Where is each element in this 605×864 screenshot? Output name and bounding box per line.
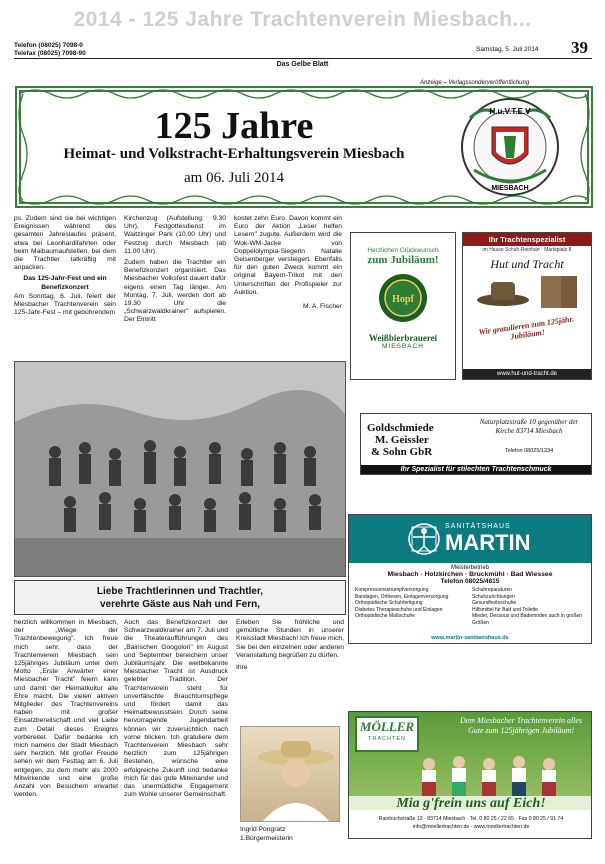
martin-service-item: Schuhzurichtungen	[472, 593, 515, 600]
page-number: 39	[571, 38, 588, 57]
moeller-ad	[348, 711, 592, 839]
article-text: Zudem haben die Trachtler ein Benefizkonzert organisiert. Das Miesbacher Volksfest dauert dafür eigens einen Tag länger. Am Montag, 7. Juli, werden dort ab 19.30 Uhr die „Schwarzwaldkrainer" aufspielen. Der Eintritt	[124, 259, 226, 324]
martin-sub: Meisterbetrieb	[450, 565, 489, 571]
martin-name: MARTIN	[445, 530, 531, 555]
hut-wish: Wir gratulieren zum 125jähr. Jubiläum!	[478, 314, 575, 342]
moeller-wish: Dem Miesbacher Trachtenverein alles Gute zum 125jährigen Jubiläum!	[459, 716, 583, 735]
hut-title: Hut und Tracht	[490, 257, 564, 271]
martin-service-item: Bandagen, Orthesen, Einlagenversorgung	[355, 593, 449, 600]
martin-url: www.martin-sanitaetshaus.de	[431, 635, 509, 641]
letter-text: herzlich willkommen in Miesbach, der „Wiege der Trachtenbewegung". Ich freue mich sehr, dass der Trachtenverein Miesbach sein 125jähriges Jubiläum unter dem Motto „Erste Anwärter einer Miesbacher Tracht" feiern kann und damit der Heimatkultur alle Ehre macht. Die vielen aktiven Mitglieder des Trachtenvereins haben mit großer Einsatzbereitschaft und viel Liebe zum Detail dieses Ereignis vorbereitet. Dafür bedanke ich mich namens der Stadt Miesbach sehr herzlich. Mit großer Freude sehen wir dem Festtag am 6. Juli entgegen, zu dem mehr als 2000 Mitwirkende und eine große Anzahl von Besuchern erwartet werden.	[14, 619, 118, 799]
banner-subtitle: Heimat- und Volkstracht-Erhaltungsverein Miesbach	[63, 146, 405, 162]
article-text: ps. Zudem sind sie bei wichtigen Ereignissen während des gesamten Jahreslaufes präsent, etwa bei Leonhardifahrten oder beim Maibaumaufstellen, bei dem die Trachtler tatkräftig mit anpacken.	[14, 215, 116, 272]
letter-column-2	[124, 619, 228, 845]
gold-name-3: & Sohn GbR	[371, 446, 433, 458]
banner-title: 125 Jahre	[154, 105, 314, 147]
phone-text: Telefon (08025) 7098-0	[14, 42, 83, 49]
martin-service-item: Orthopädische Schuhfertigung	[355, 600, 423, 606]
hut-illustration	[463, 272, 591, 312]
gold-tagline: Ihr Spezialist für stilechten Trachtenschmuck	[361, 465, 591, 474]
martin-service-item: Mieder, Dessous und Bademoden auch in großen Größen	[472, 613, 583, 626]
martin-ad	[348, 514, 592, 644]
letter-text: Erleben Sie fröhliche und gemütliche Stunden in unserer Kreisstadt Miesbach! Ich freue mich, Sie bei den einzelnen oder anderen Veranstaltung begrüßen zu dürfen.	[236, 619, 344, 659]
signer-title: 1.Bürgermeisterin	[240, 835, 293, 842]
hut-tracht-ad	[462, 232, 592, 380]
article-column-2	[124, 215, 226, 326]
brand-name: Das Gelbe Blatt	[276, 61, 329, 68]
emblem-bottom-text: MIESBACH	[491, 185, 529, 192]
martin-header	[349, 515, 591, 563]
greeting-line-2: verehrte Gäste aus Nah und Fern,	[99, 599, 261, 610]
article-subhead: Das 125-Jahr-Fest und ein Benefizkonzert	[23, 275, 107, 291]
moeller-email: info@moellertrachten.de · www.moellertrachten.de	[412, 824, 530, 830]
hopf-jubilee: zum Jubiläum!	[367, 254, 439, 266]
gold-phone: Telefon 08025/1234	[504, 448, 554, 454]
martin-service-item: Hilfsmittel für Bad und Toilette	[472, 606, 539, 613]
ad-label: Anzeige – Verlagssonderveröffentlichung	[420, 80, 530, 86]
greeting-line-1: Liebe Trachtlerinnen und Trachtler,	[96, 586, 264, 597]
club-emblem	[452, 92, 572, 202]
hut-url: www.hut-und-tracht.de	[463, 369, 591, 379]
martin-phone: Telefon 08025/4815	[440, 578, 500, 585]
letter-text: Auch das Benefizkonzert der Schwarzwaldkrainer am 7. Juli und die Theateraufführungen des „Bairischen Googolori" im August und September bereichern unser Jubiläumsjahr. Die weitbekannte Miesbacher Tracht ist Ausdruck gelebter Tradition. Der Trachtenverein steht für unverfälschte Brauchtumspflege und fördert damit das Heimatbewusstsein. Durch seine hervorragende Jugendarbeit können wir zuversichtlich nach vorne blicken. Ich gratuliere dem Trachtenverein Miesbach sehr herzlich zum 125jährigen Bestehen, wünsche eine erfolgreiche Zukunft und bedanke mich für das gute Miteinander und das unermüdliche Engagement zum Wohle unserer Gemeinschaft.	[124, 619, 228, 799]
hopf-logo-text: Hopf	[392, 294, 414, 305]
fax-text: Telefax (08025) 7098-90	[14, 50, 86, 57]
page-title: 2014 - 125 Jahre Trachtenverein Miesbach...	[73, 8, 532, 31]
signer-name: Ingrid Pongratz	[240, 826, 286, 833]
banner-date: am 06. Juli 2014	[184, 170, 284, 186]
martin-services	[349, 587, 591, 626]
hopf-town: MIESBACH	[382, 343, 424, 350]
martin-top: SANITÄTSHAUS	[445, 523, 511, 530]
letter-column-3	[236, 619, 344, 673]
article-text: Kirchenzug (Aufstellung: 9.30 Uhr), Festgottesdienst im Waitzinger Park (10.00 Uhr) und Festzug durch Miesbach (ab 11.00 Uhr).	[124, 215, 226, 255]
martin-service-item: Diabetes Therapieschuhe und Einlagen	[355, 606, 443, 613]
moeller-sub: TRACHTEN	[368, 736, 406, 742]
moeller-address: Rainbuchstraße 13 · 83714 Miesbach · Tel. 0 80 25 / 22 65 · Fax 0 80 25 / 91 74	[378, 816, 564, 822]
martin-towns: Miesbach · Holzkirchen · Bruckmühl · Bad Wiessee	[387, 571, 553, 578]
greeting-box	[14, 580, 346, 615]
issue-date: Samstag, 5. Juli 2014	[476, 46, 539, 53]
article-text: Am Sonntag, 6. Juli, feiert der Miesbacher Trachtenverein sein 125-Jahr-Fest – mit gebührendem	[14, 292, 116, 317]
article-column-1	[14, 215, 116, 318]
hopf-greeting: Herzlichen Glückwunsch	[367, 247, 439, 254]
letter-column-1	[14, 619, 118, 845]
article-text: kostet zehn Euro. Davon kommt ein Euro der Aktion „Leser helfen Lesern" zugute. Außerdem wird die Wok-WM-Jacke von Doppelolympia-Siegerin Natalie Geisenberger versteigert. Ebenfalls für den guten Zweck kommt ein original Bayern-Trikot mit den Unterschriften der Profispieler zur Auktion.	[234, 215, 342, 296]
gold-name-1: Goldschmiede	[367, 422, 434, 434]
martin-service-item: Orthopädische Maßschuhe	[355, 613, 416, 619]
martin-service-item: Schuhreparaturen	[472, 587, 513, 593]
header-rule	[14, 58, 592, 59]
hopf-logo	[351, 266, 455, 328]
moeller-brand: MÖLLER	[359, 719, 415, 734]
moeller-slogan: Mia g'frein uns auf Eich!	[349, 796, 592, 812]
martin-service-item: Kompressionsstrumpfversorgung	[355, 587, 429, 593]
letter-closing: Ihre	[236, 664, 248, 672]
emblem-top-text: H.u.V.T.E.V	[489, 107, 531, 116]
hut-header: Ihr Trachtenspezialist	[463, 233, 591, 246]
gold-name-2: M. Geissler	[375, 434, 429, 446]
vitruvian-icon	[407, 521, 441, 557]
article-author: M. A. Fischer	[302, 303, 342, 311]
martin-service-item: Gesundheitsschuhe	[472, 600, 517, 606]
gold-address: Naturplatzstraße 10 gegenüber der Kirche 83714 Miesbach	[479, 418, 579, 435]
hut-address: im Hause Schuh-Reinhart · Marktplatz 8	[482, 247, 572, 253]
historic-group-photo	[14, 361, 346, 577]
article-column-3	[234, 215, 342, 312]
hopf-brewery-ad	[350, 232, 456, 380]
mayor-portrait	[240, 726, 340, 822]
goldsmith-ad	[360, 413, 592, 475]
hopf-name: Weißbierbrauerei	[368, 333, 438, 343]
